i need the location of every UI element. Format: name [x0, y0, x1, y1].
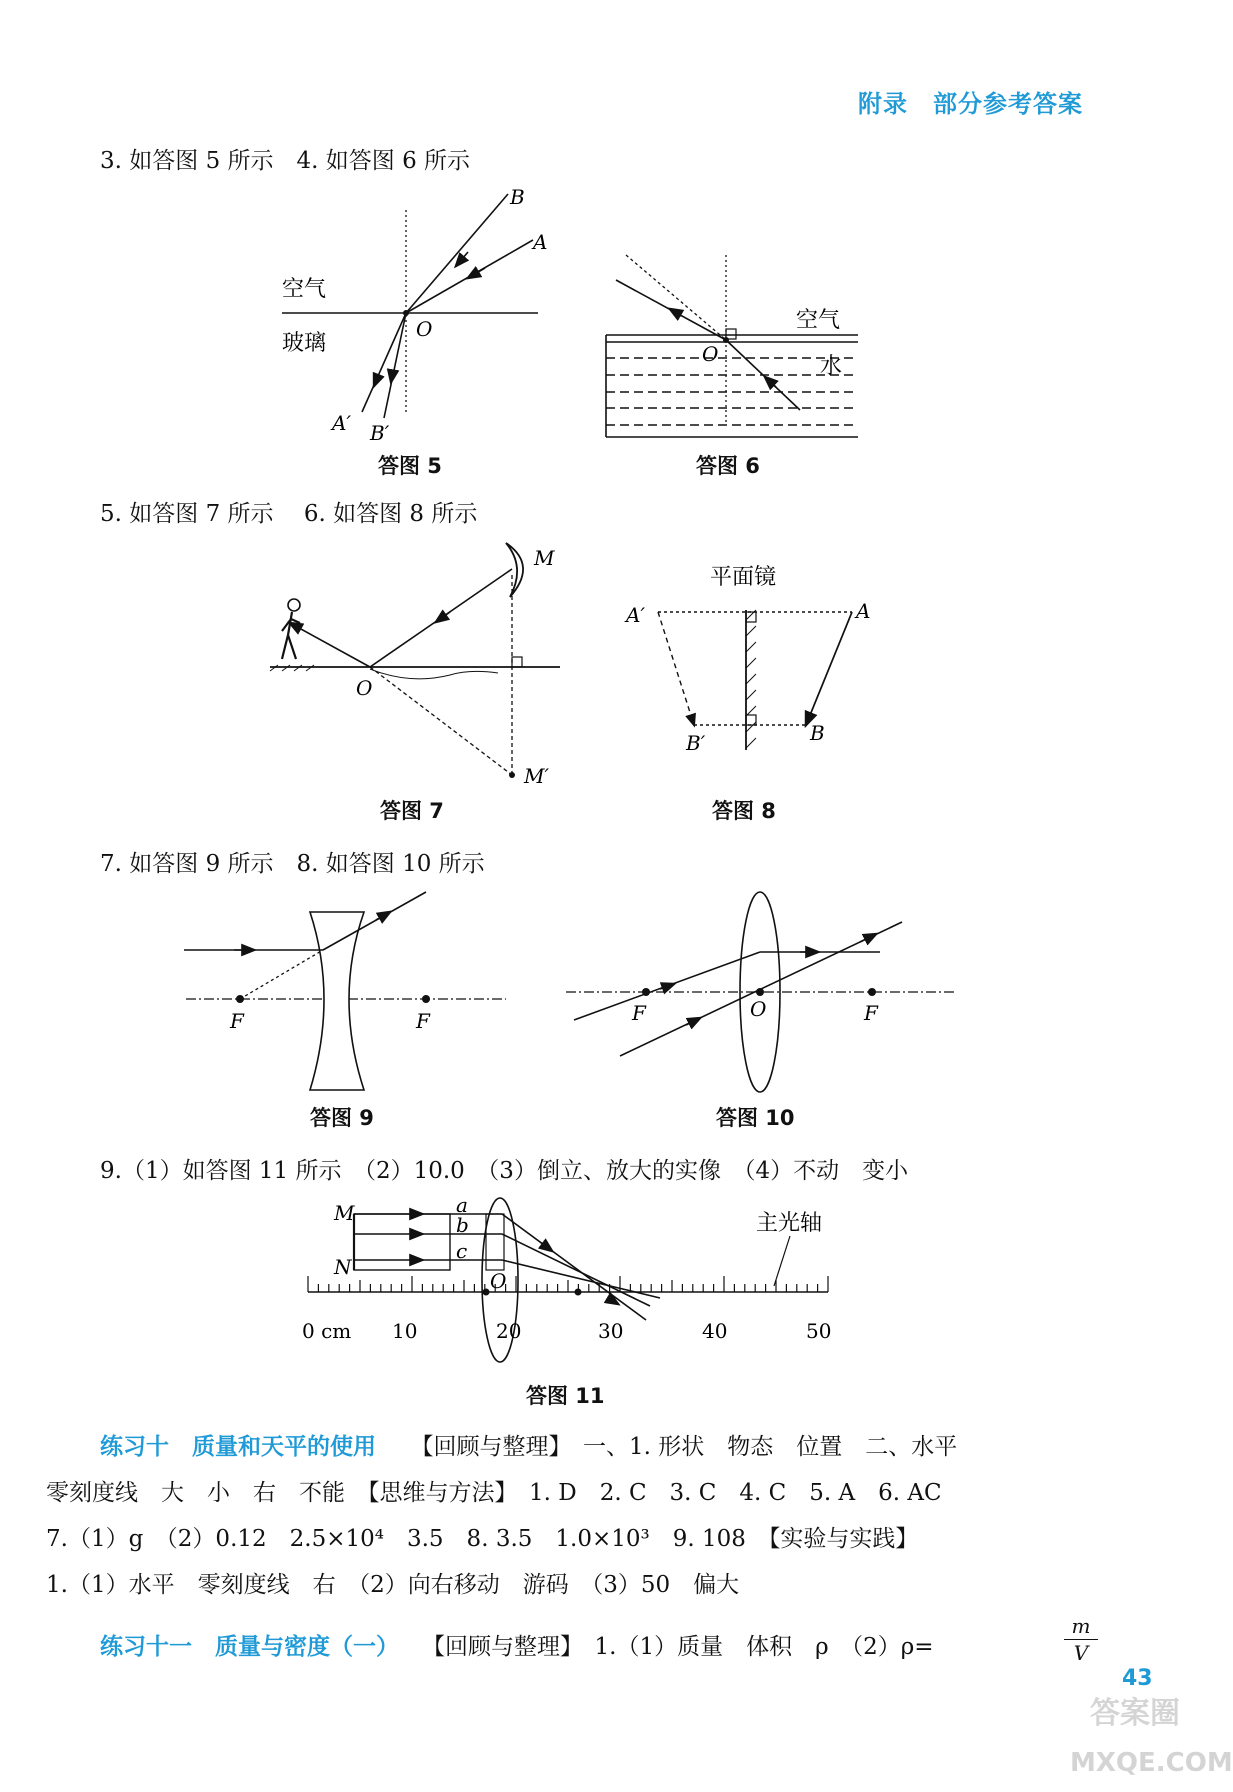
caption-fig9: 答图 9 [310, 1106, 374, 1130]
label-A-prime: A′ [332, 411, 351, 435]
caption-fig6: 答图 6 [696, 454, 760, 478]
caption-fig8: 答图 8 [712, 799, 776, 823]
caption-fig7: 答图 7 [380, 799, 444, 823]
question-7-8: 7. 如答图 9 所示 8. 如答图 10 所示 [100, 851, 485, 877]
label-c: c [456, 1239, 468, 1263]
tick-label-0: 0 cm [302, 1319, 352, 1343]
tick-label-10: 10 [392, 1319, 418, 1343]
label-water: 水 [820, 354, 843, 379]
exercise-11-title: 练习十一 质量与密度（一） [100, 1634, 388, 1660]
exercise-10-line1 [100, 1428, 957, 1461]
label-air: 空气 [282, 277, 327, 302]
label-A: A [533, 230, 548, 254]
figure-10 [560, 880, 960, 1100]
exercise-10-line4: 1.（1）水平 零刻度线 右 （2）向右移动 游码 （3）50 偏大 [46, 1572, 740, 1598]
label-a: a [456, 1193, 468, 1217]
exercise-11-line1 [100, 1628, 934, 1661]
label-O: O [416, 317, 433, 341]
label-A: A [856, 599, 871, 623]
figure-11 [290, 1188, 860, 1368]
label-principal-axis: 主光轴 [756, 1211, 823, 1236]
figure-5 [270, 185, 570, 460]
question-5-6: 5. 如答图 7 所示 6. 如答图 8 所示 [100, 501, 478, 527]
tick-label-20: 20 [496, 1319, 522, 1343]
watermark-url: MXQE.COM [1070, 1748, 1233, 1778]
page-number: 43 [1122, 1666, 1153, 1691]
exercise-10-title: 练习十 质量和天平的使用 [100, 1434, 376, 1460]
label-F-right: F [864, 1001, 878, 1025]
label-F-right: F [416, 1009, 430, 1033]
label-A-prime: A′ [626, 603, 645, 627]
fraction-numerator: m [1071, 1614, 1091, 1638]
tick-label-50: 50 [806, 1319, 832, 1343]
caption-fig11: 答图 11 [526, 1384, 605, 1408]
caption-fig5: 答图 5 [378, 454, 442, 478]
label-B-prime: B′ [370, 421, 390, 445]
watermark-logo: 答案圈 [1090, 1696, 1180, 1731]
question-9: 9.（1）如答图 11 所示 （2）10.0 （3）倒立、放大的实像 （4）不动 变小 [100, 1158, 909, 1184]
label-B: B [510, 185, 525, 209]
label-O: O [750, 997, 767, 1021]
label-O: O [702, 342, 719, 366]
label-B: B [810, 721, 825, 745]
label-glass: 玻璃 [282, 331, 327, 356]
label-mirror: 平面镜 [710, 565, 777, 590]
header-title: 附录 部分参考答案 [858, 90, 1083, 118]
figure-8 [620, 560, 880, 760]
label-M: M [334, 1201, 355, 1225]
label-N: N [334, 1255, 352, 1279]
caption-fig10: 答图 10 [716, 1106, 795, 1130]
exercise-11-review: 【回顾与整理】 1.（1）质量 体积 ρ （2）ρ= [433, 1634, 934, 1660]
exercise-10-review: 【回顾与整理】 一、1. 形状 物态 位置 二、水平 [422, 1434, 958, 1460]
label-F-left: F [632, 1001, 646, 1025]
label-F-left: F [230, 1009, 244, 1033]
label-O: O [356, 676, 373, 700]
tick-label-40: 40 [702, 1319, 728, 1343]
label-M-prime: M′ [524, 764, 550, 788]
label-M: M [534, 546, 555, 570]
exercise-10-line3: 7.（1）g （2）0.12 2.5×10⁴ 3.5 8. 3.5 1.0×10³ 9. 108 【实验与实践】 [46, 1526, 919, 1552]
label-b: b [456, 1213, 469, 1237]
figure-7 [260, 535, 570, 795]
density-fraction [1064, 1614, 1098, 1665]
figure-9 [180, 880, 520, 1100]
label-air: 空气 [796, 308, 841, 333]
label-B-prime: B′ [686, 731, 706, 755]
fraction-denominator: V [1073, 1641, 1089, 1665]
label-O: O [490, 1269, 507, 1293]
exercise-10-line2: 零刻度线 大 小 右 不能 【思维与方法】 1. D 2. C 3. C 4. C 5. A 6. AC [46, 1480, 942, 1506]
question-3-4: 3. 如答图 5 所示 4. 如答图 6 所示 [100, 148, 471, 174]
figure-6 [600, 245, 870, 445]
tick-label-30: 30 [598, 1319, 624, 1343]
